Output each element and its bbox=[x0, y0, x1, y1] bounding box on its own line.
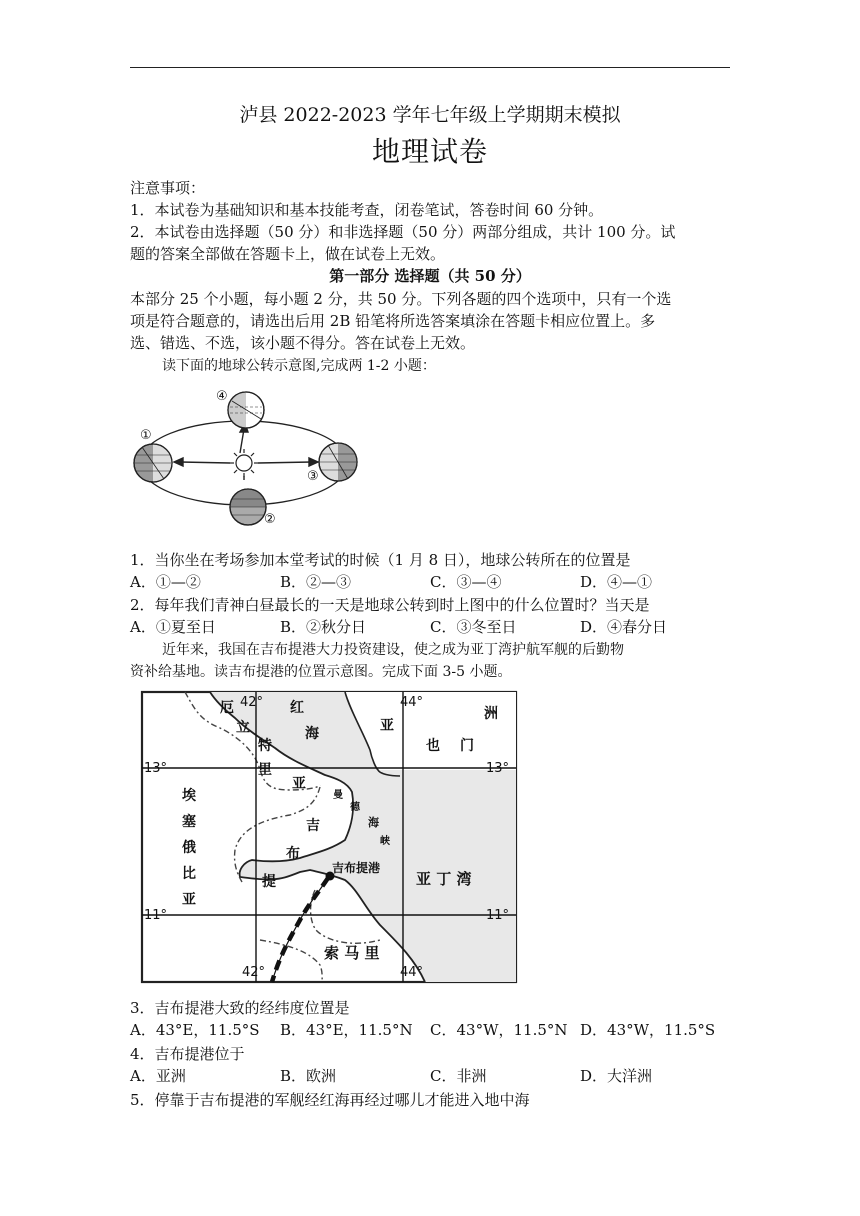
question-2-stem: 2．每年我们青神白昼最长的一天是地球公转到时上图中的什么位置时？当天是 bbox=[130, 596, 650, 614]
q1-option-c[interactable]: C．③—④ bbox=[430, 573, 502, 591]
map-label: 比 bbox=[182, 866, 196, 882]
map-label: 特 bbox=[258, 738, 272, 754]
position-label-2: ② bbox=[264, 512, 276, 527]
port-label: 吉布提港 bbox=[332, 861, 381, 875]
question-4-options bbox=[130, 1066, 730, 1086]
position-label-3: ③ bbox=[307, 469, 319, 484]
read-instruction-2-line2: 资补给基地。读吉布提港的位置示意图。完成下面 3-5 小题。 bbox=[130, 664, 512, 680]
map-label: 门 bbox=[460, 738, 474, 754]
map-label: 提 bbox=[262, 874, 276, 890]
position-label-4: ④ bbox=[216, 389, 228, 404]
map-label: 吉 bbox=[306, 818, 320, 834]
read-instruction-1: 读下面的地球公转示意图,完成两 1-2 小题： bbox=[162, 358, 436, 374]
map-label: 厄 bbox=[220, 700, 234, 716]
q2-option-a[interactable]: A．①夏至日 bbox=[130, 618, 216, 636]
part1-heading: 第一部分 选择题（共 50 分） bbox=[329, 267, 531, 285]
lat-label-13-right: 13° bbox=[486, 761, 510, 776]
djibouti-location-map bbox=[140, 690, 520, 985]
q3-option-a[interactable]: A．43°E，11.5°S bbox=[130, 1021, 260, 1039]
map-label: 海 bbox=[305, 726, 319, 742]
note-item-2-line1: 2．本试卷由选择题（50 分）和非选择题（50 分）两部分组成，共计 100 分。试 bbox=[130, 223, 676, 241]
map-label: 洲 bbox=[484, 706, 498, 722]
q4-option-c[interactable]: C．非洲 bbox=[430, 1067, 487, 1085]
question-3-stem: 3．吉布提港大致的经纬度位置是 bbox=[130, 999, 350, 1017]
question-1-stem: 1．当你坐在考场参加本堂考试的时候（1 月 8 日），地球公转所在的位置是 bbox=[130, 551, 631, 569]
q4-option-d[interactable]: D．大洋洲 bbox=[580, 1067, 653, 1085]
lat-label-11-right: 11° bbox=[486, 908, 510, 923]
q4-option-a[interactable]: A．亚洲 bbox=[130, 1067, 186, 1085]
question-4-stem: 4．吉布提港位于 bbox=[130, 1045, 245, 1063]
map-label: 塞 bbox=[182, 814, 196, 830]
map-label: 也 bbox=[426, 738, 440, 754]
question-3-options bbox=[130, 1020, 730, 1040]
header-rule bbox=[130, 67, 730, 68]
q3-option-c[interactable]: C．43°W，11.5°N bbox=[430, 1021, 568, 1039]
lon-label-44-top: 44° bbox=[400, 695, 424, 710]
q3-option-d[interactable]: D．43°W，11.5°S bbox=[580, 1021, 716, 1039]
q3-option-b[interactable]: B．43°E，11.5°N bbox=[280, 1021, 413, 1039]
question-5-stem: 5．停靠于吉布提港的军舰经红海再经过哪儿才能进入地中海 bbox=[130, 1091, 530, 1109]
part1-intro-line1: 本部分 25 个小题，每小题 2 分，共 50 分。下列各题的四个选项中，只有一个选 bbox=[130, 290, 672, 308]
read-instruction-2-line1: 近年来，我国在吉布提港大力投资建设，使之成为亚丁湾护航军舰的后勤物 bbox=[162, 642, 624, 658]
earth-position-2-icon bbox=[230, 489, 266, 525]
earth-position-3-icon bbox=[319, 443, 357, 481]
map-label: 立 bbox=[236, 720, 250, 736]
q1-option-b[interactable]: B．②—③ bbox=[280, 573, 352, 591]
earth-revolution-figure bbox=[128, 383, 368, 533]
question-1-options bbox=[130, 572, 730, 592]
earth-position-1-icon bbox=[134, 444, 172, 482]
q2-option-c[interactable]: C．③冬至日 bbox=[430, 618, 517, 636]
lon-label-44-bottom: 44° bbox=[400, 965, 424, 980]
subject-title: 地理试卷 bbox=[371, 135, 488, 168]
sun-icon bbox=[230, 449, 258, 477]
map-label: 峡 bbox=[380, 836, 390, 847]
map-label: 亚 bbox=[292, 776, 306, 792]
map-label: 亚 bbox=[182, 892, 196, 908]
map-label: 海 bbox=[368, 816, 379, 829]
note-item-1: 1．本试卷为基础知识和基本技能考查，闭卷笔试，答卷时间 60 分钟。 bbox=[130, 201, 604, 219]
lon-label-42-top: 42° bbox=[240, 695, 264, 710]
map-label: 红 bbox=[290, 700, 304, 716]
part1-intro-line2: 项是符合题意的，请选出后用 2B 铅笔将所选答案填涂在答题卡相应位置上。多 bbox=[130, 312, 656, 330]
part1-intro-line3: 选、错选、不选，该小题不得分。答在试卷上无效。 bbox=[130, 334, 476, 352]
lon-label-42-bottom: 42° bbox=[242, 965, 266, 980]
gulf-label: 亚 丁 湾 bbox=[416, 870, 472, 888]
q1-option-d[interactable]: D．④—① bbox=[580, 573, 653, 591]
map-label: 布 bbox=[286, 846, 300, 862]
q2-option-d[interactable]: D．④春分日 bbox=[580, 618, 668, 636]
map-label: 里 bbox=[258, 762, 272, 778]
map-label: 埃 bbox=[182, 788, 196, 804]
map-label: 曼 bbox=[333, 790, 343, 801]
map-label: 亚 bbox=[380, 718, 394, 734]
map-label: 德 bbox=[350, 802, 360, 813]
lat-label-13-left: 13° bbox=[144, 761, 168, 776]
note-item-2-line2: 题的答案全部做在答题卡上，做在试卷上无效。 bbox=[130, 245, 446, 263]
lat-label-11-left: 11° bbox=[144, 908, 168, 923]
position-label-1: ① bbox=[140, 428, 152, 443]
earth-position-4-icon bbox=[228, 392, 264, 428]
notes-heading: 注意事项： bbox=[130, 179, 206, 197]
map-label: 俄 bbox=[182, 840, 196, 856]
question-2-options bbox=[130, 617, 730, 637]
q1-option-a[interactable]: A．①—② bbox=[130, 573, 201, 591]
somalia-label: 索 马 里 bbox=[324, 944, 380, 962]
q4-option-b[interactable]: B．欧洲 bbox=[280, 1067, 337, 1085]
exam-title: 泸县 2022-2023 学年七年级上学期期末模拟 bbox=[239, 104, 621, 126]
q2-option-b[interactable]: B．②秋分日 bbox=[280, 618, 367, 636]
